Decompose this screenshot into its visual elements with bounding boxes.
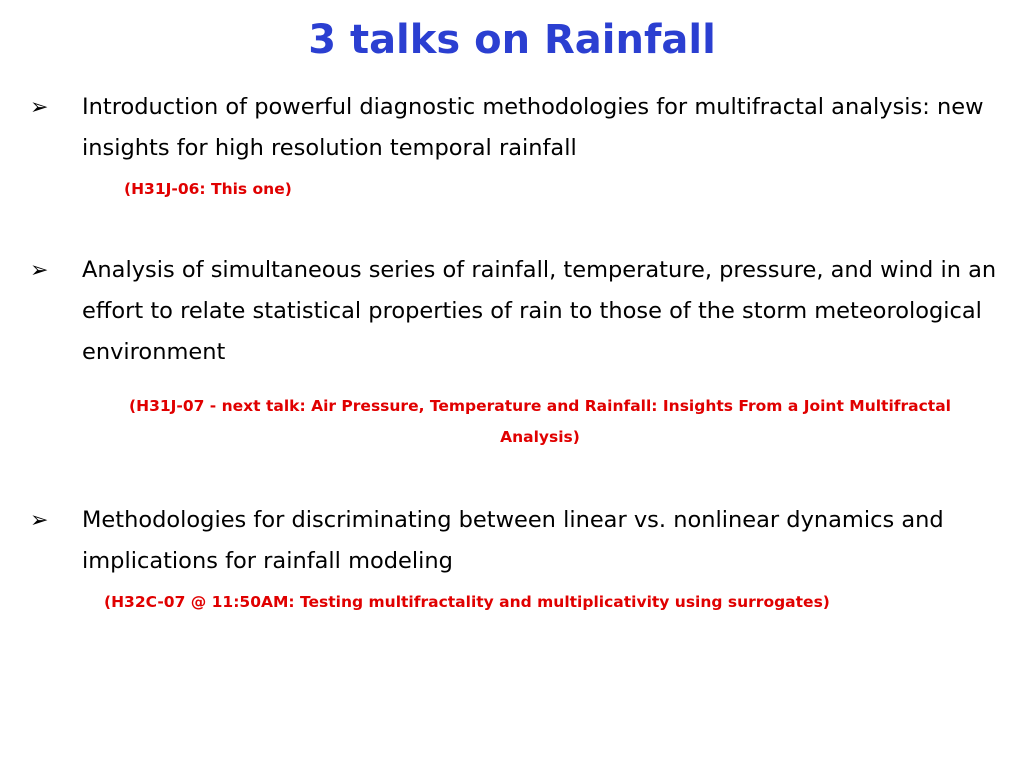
- talk-reference-2: (H31J-07 - next talk: Air Pressure, Temperature and Rainfall: Insights From a Joint Multifractal Analysis): [129, 397, 951, 446]
- bullet-item-3: [30, 500, 1000, 582]
- bullet-text-2: Analysis of simultaneous series of rainfall, temperature, pressure, and wind in an effort to relate statistical properties of rain to those of the storm meteorological environment: [82, 257, 997, 365]
- bullet-item-1: [30, 87, 1000, 169]
- talk-reference-1: (H31J-06: This one): [124, 180, 292, 198]
- talk-reference-3: (H32C-07 @ 11:50AM: Testing multifractality and multiplicativity using surrogates): [104, 593, 830, 611]
- arrow-bullet-icon: ➢: [30, 95, 49, 120]
- arrow-bullet-icon: ➢: [30, 508, 49, 533]
- bullet-text-1: Introduction of powerful diagnostic methodologies for multifractal analysis: new insights for high resolution temporal rainfall: [82, 94, 984, 161]
- slide-title: 3 talks on Rainfall: [308, 17, 716, 63]
- bullet-item-2: [30, 250, 1000, 373]
- bullet-text-3: Methodologies for discriminating between linear vs. nonlinear dynamics and implications for rainfall modeling: [82, 507, 944, 574]
- arrow-bullet-icon: ➢: [30, 258, 49, 283]
